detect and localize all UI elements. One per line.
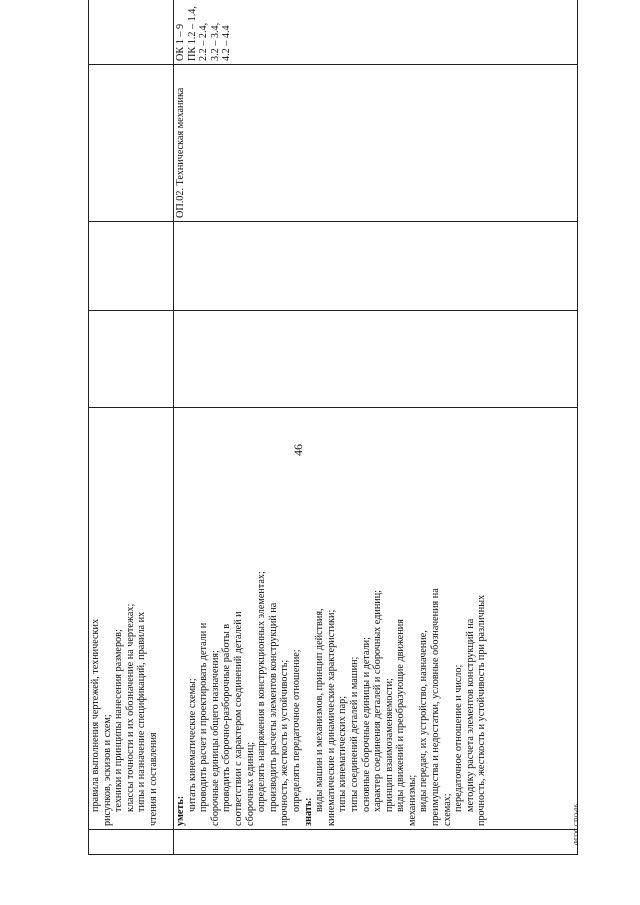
rotated-table-area xyxy=(88,6,578,855)
text-line: читать кинематические схемы; xyxy=(186,678,198,812)
text-line: прочность, жесткость и устойчивость; xyxy=(279,659,291,826)
page-number: 46 xyxy=(291,444,305,456)
table-cell-index xyxy=(174,830,578,855)
text-line: виды движений и преобразующие движения xyxy=(395,619,407,812)
competency-code: 3.2 – 3.4, xyxy=(209,22,221,61)
competency-code: ОК 1 – 9 xyxy=(175,23,186,61)
text-line: типы кинематических пар; xyxy=(337,695,349,812)
text-line: методику расчета элементов конструкций на xyxy=(464,618,476,812)
table-cell xyxy=(174,222,578,311)
text-line: соответствии с характером соединений деталей и xyxy=(232,611,244,826)
text-line: принцип взаимозаменяемости; xyxy=(383,678,395,812)
text-line: преимущества и недостатки, условные обозначения на xyxy=(430,588,442,826)
text-line: определять передаточное отношение; xyxy=(290,649,302,812)
discipline-name: ОП.02. Техническая механика xyxy=(175,87,186,218)
text-line: техники и принципы нанесения размеров; xyxy=(113,629,125,812)
text-line: типы соединений деталей и машин; xyxy=(348,656,360,812)
competency-code: 2.2 – 2.4, xyxy=(198,22,210,61)
table-row xyxy=(174,0,578,855)
text-line: производить расчеты элементов конструкций на xyxy=(267,602,279,812)
znat-label: знать: xyxy=(302,797,314,826)
text-line: характер соединения деталей и сборочных единиц; xyxy=(372,589,384,812)
table-cell-discipline xyxy=(174,65,578,222)
text-line: классы точности и их обозначение на чертежах; xyxy=(124,603,136,812)
text-line: типы и назначение спецификаций, правила их xyxy=(136,611,148,812)
table-cell xyxy=(89,65,174,222)
table-cell xyxy=(89,222,174,311)
footer-code: ФГОС СПО-06 xyxy=(574,804,580,845)
table-cell xyxy=(89,0,174,65)
competency-table xyxy=(88,0,578,855)
text-line: виды машин и механизмов, принцип действия, xyxy=(314,608,326,812)
text-line: прочность, жесткость и устойчивость при различных xyxy=(476,594,488,826)
text-line: основные сборочные единицы и детали; xyxy=(360,637,372,812)
text-line: правила выполнения чертежей, технических xyxy=(90,618,101,812)
table-cell xyxy=(89,311,174,408)
text-line: чтения и составления xyxy=(147,732,159,826)
text-line: кинематические и динамические характеристики; xyxy=(325,609,337,826)
text-line: определять напряжения в конструкционных элементах; xyxy=(256,571,268,812)
table-cell xyxy=(174,311,578,408)
table-cell-index xyxy=(89,830,174,855)
table-cell-knowledge-top xyxy=(89,408,174,830)
text-line: проводить сборочно-разборочные работы в xyxy=(221,623,233,812)
text-line: сборочные единицы общего назначения; xyxy=(209,650,221,826)
text-line: рисунков, эскизов и схем; xyxy=(101,714,113,826)
text-line: передаточное отношение и число; xyxy=(453,664,465,812)
table-cell-competencies xyxy=(174,0,578,65)
text-line: проводить расчет и проектировать детали и xyxy=(198,622,210,812)
umet-label: уметь: xyxy=(175,795,186,826)
text-line: виды передач, их устройство, назначение, xyxy=(418,630,430,812)
table-cell-knowledge xyxy=(174,408,578,830)
competency-code: ПК 1.2 – 1.4, xyxy=(186,6,198,61)
table-row xyxy=(89,0,174,855)
text-line: сборочных единиц; xyxy=(244,741,256,826)
competency-code: 4.2 – 4.4 xyxy=(221,25,233,61)
text-line: механизмы; xyxy=(406,774,418,826)
text-line: схемах; xyxy=(441,793,453,826)
